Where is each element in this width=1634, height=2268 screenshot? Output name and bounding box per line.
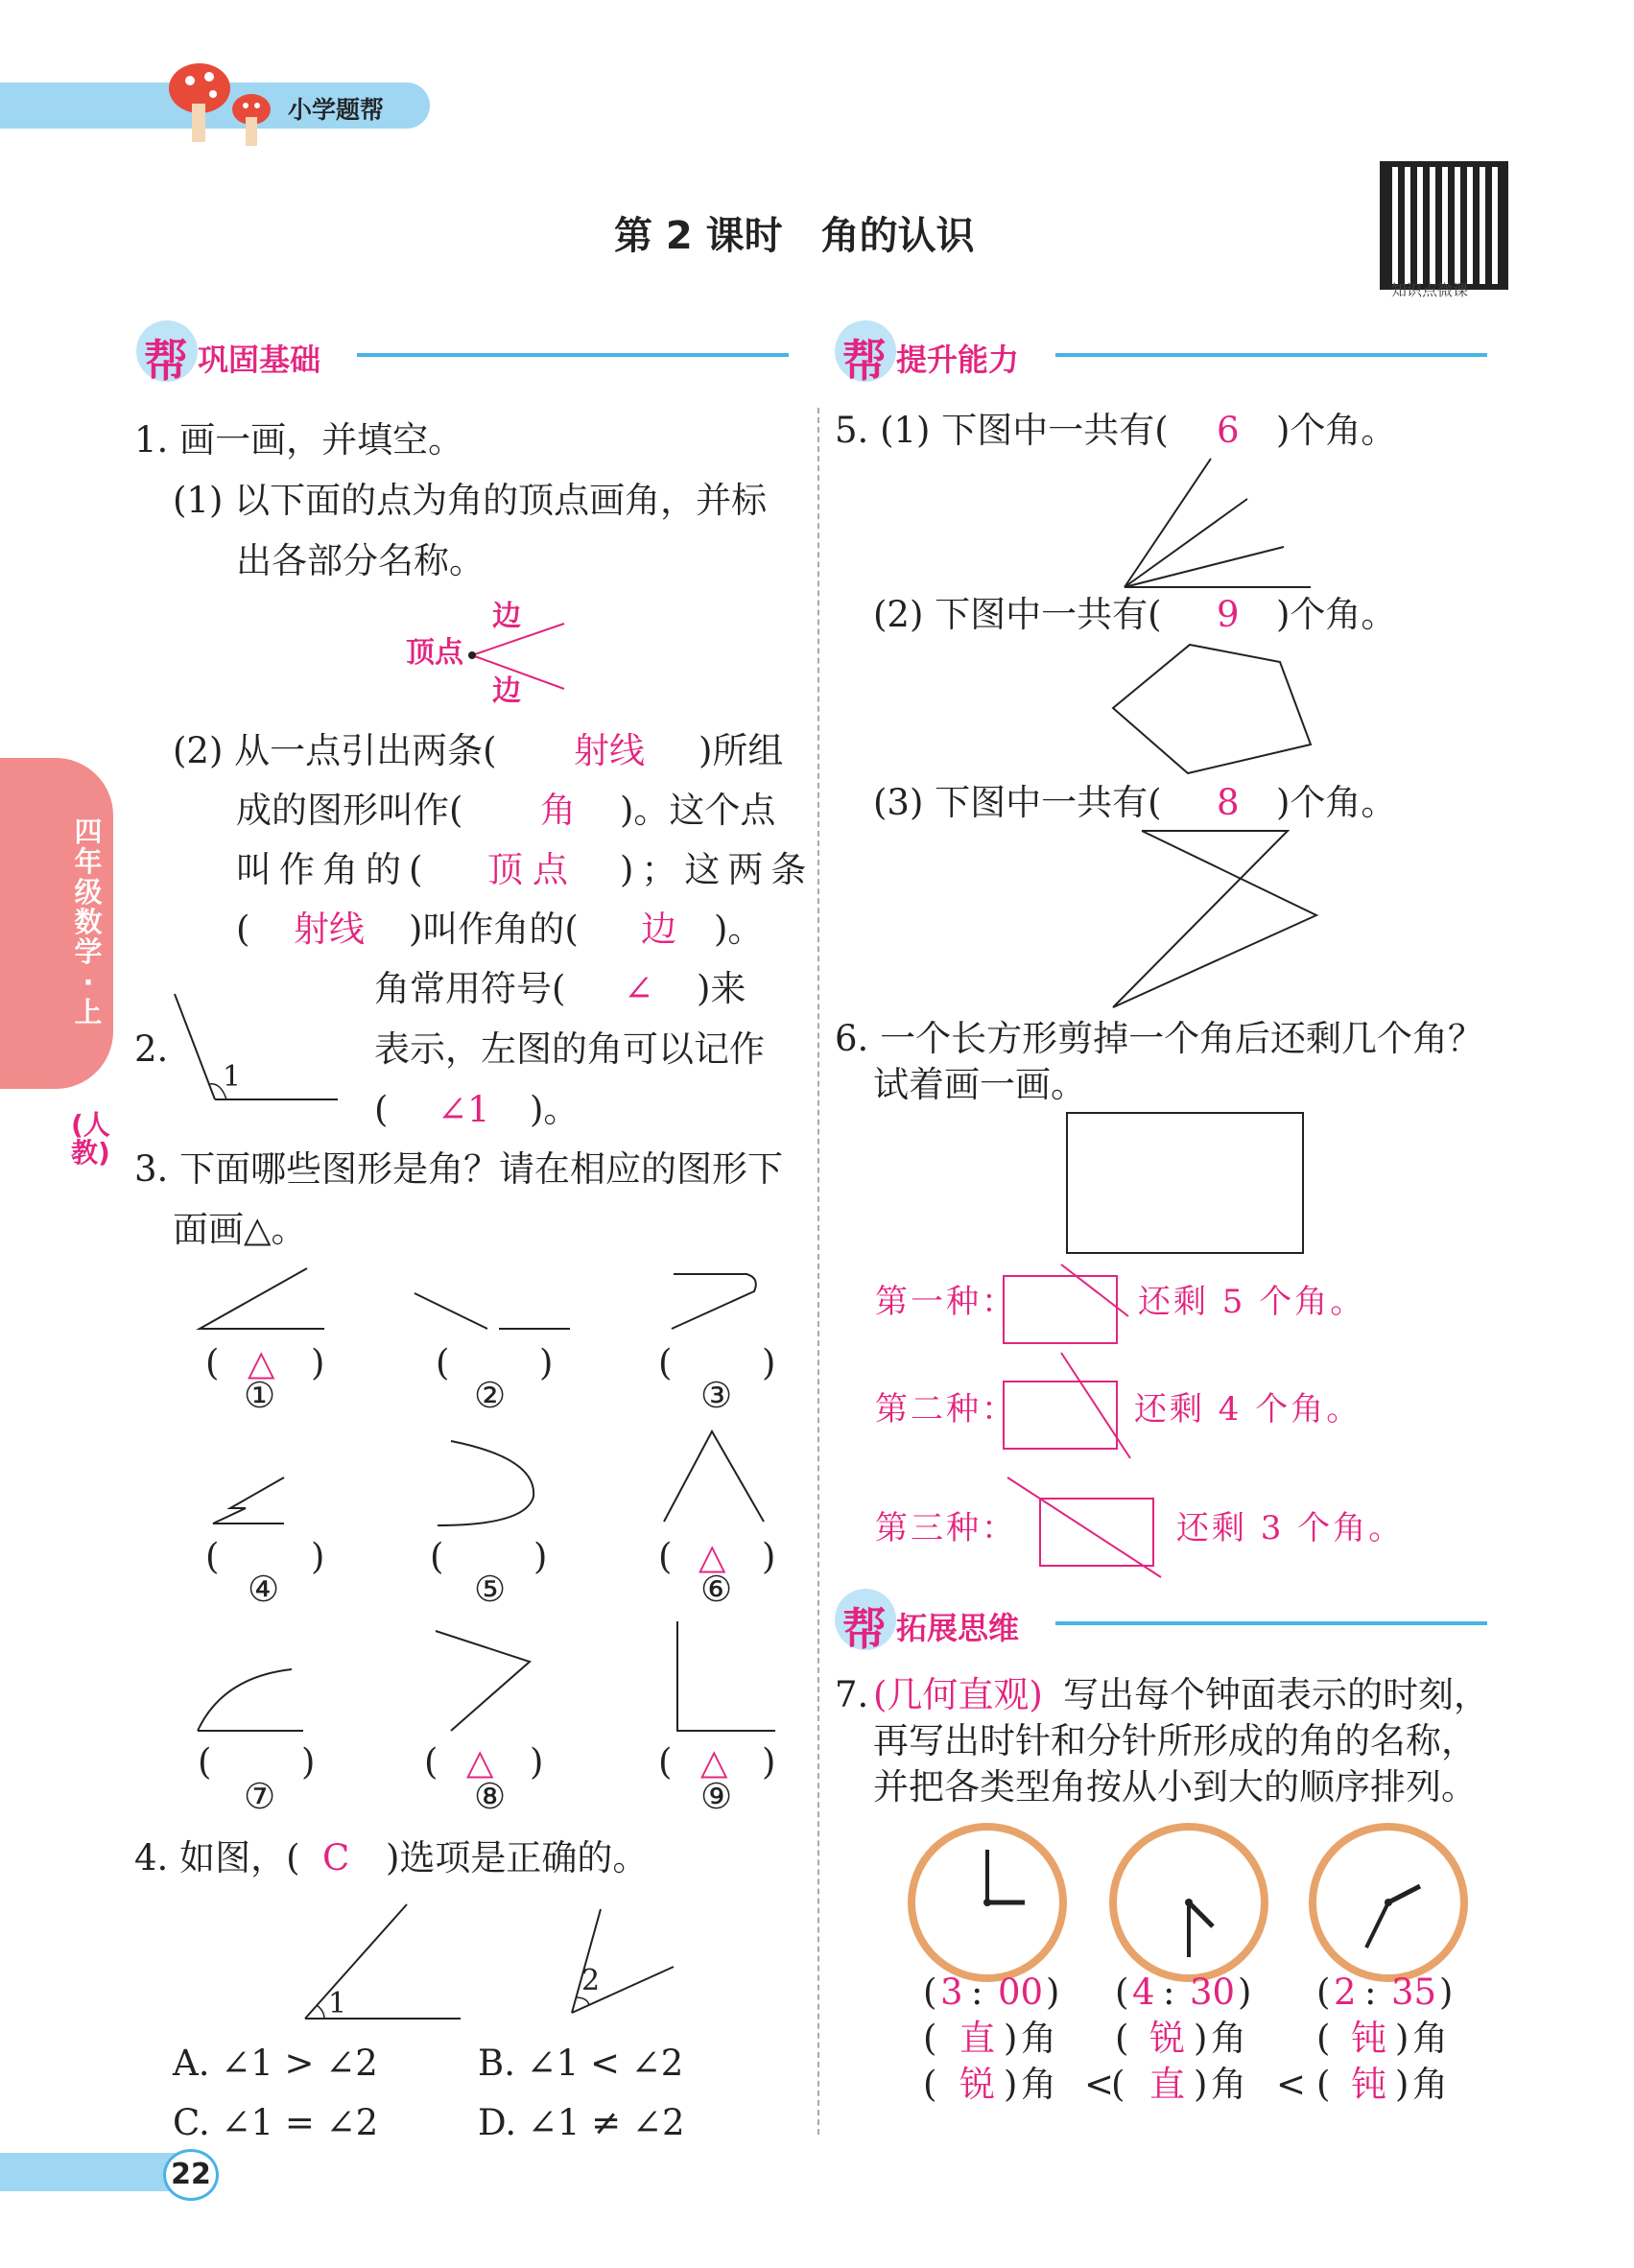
q3-bracket-5: ( — [430, 1536, 444, 1577]
q7-clock3-hour: 2 — [1334, 1972, 1357, 2013]
clock-3-hands — [1366, 1886, 1420, 1948]
page-title: 第 2 课时 角的认识 — [614, 214, 975, 258]
q1-answer-5: 边 — [641, 909, 676, 950]
q7-time1-open: ( — [923, 1972, 937, 2013]
q7-angle1-open: ( — [923, 2018, 937, 2059]
q3-bracket-9: ( — [658, 1741, 673, 1783]
q1-p2-l4a: ( — [236, 909, 250, 950]
q3-bracket-6: ( — [658, 1536, 673, 1577]
q7-order3-open: ( — [1316, 2064, 1331, 2105]
q3-bracket-5r: ) — [533, 1536, 548, 1577]
q3-bracket-8r: ) — [530, 1741, 544, 1783]
q4-option-b: B. ∠1 < ∠2 — [478, 2043, 684, 2084]
q7-order3-word: 角 — [1412, 2064, 1448, 2105]
q3-bracket-9r: ) — [762, 1741, 776, 1783]
q7-order1-close: ) — [1004, 2064, 1018, 2105]
q3-bracket-1: ( — [205, 1342, 220, 1383]
q3-label-7: ⑦ — [244, 1776, 276, 1817]
q7-tag: (几何直观) — [873, 1674, 1043, 1715]
q3-label-3: ③ — [700, 1375, 733, 1416]
q1-answer-1: 射线 — [574, 730, 645, 771]
q5-p1-a: 5. (1) 下图中一共有( — [835, 410, 1169, 451]
q7-time3-close: ) — [1439, 1972, 1454, 2013]
q3-bracket-3: ( — [658, 1342, 673, 1383]
q7-order1-open: ( — [923, 2064, 937, 2105]
page-number: 22 — [163, 2149, 219, 2201]
q3-bracket-6r: ) — [762, 1536, 776, 1577]
q6-line1: 6. 一个长方形剪掉一个角后还剩几个角？ — [835, 1018, 1484, 1059]
q7-clock2-hour: 4 — [1132, 1972, 1155, 2013]
q3-mark-6: △ — [699, 1536, 726, 1577]
q5-p1-b: )个角。 — [1276, 410, 1397, 451]
q2-line1a: 角常用符号( — [374, 968, 566, 1009]
q7-order2-word: 角 — [1211, 2064, 1246, 2105]
q7-angle2-word: 角 — [1211, 2018, 1246, 2059]
q1-answer-3: 顶点 — [487, 849, 578, 890]
q4-answer: C — [322, 1837, 350, 1878]
q7-time1-close: ) — [1046, 1972, 1060, 2013]
q3-mark-1: △ — [248, 1342, 275, 1383]
q3-bracket-1r: ) — [311, 1342, 325, 1383]
section-title: 提升能力 — [896, 342, 1020, 378]
q7-order2-close: ) — [1194, 2064, 1208, 2105]
q1-part1-line2: 出各部分名称。 — [236, 540, 485, 581]
q3-label-4: ④ — [248, 1569, 280, 1610]
q7-clock2-minute: 30 — [1190, 1972, 1236, 2013]
q1-p2-l1a: (2) 从一点引出两条( — [173, 730, 497, 771]
q1-p2-l4b: )叫作角的( — [409, 909, 579, 950]
q7-time2-colon: : — [1163, 1972, 1175, 2013]
q7-lt-2: < — [1276, 2064, 1307, 2105]
q7-order-1: 锐 — [959, 2064, 995, 2105]
q7-clock1-angle: 直 — [959, 2018, 995, 2059]
q3-bracket-4r: ) — [311, 1536, 325, 1577]
section-title: 巩固基础 — [198, 342, 321, 378]
q5-p3-a: (3) 下图中一共有( — [873, 782, 1162, 823]
q4-option-c: C. ∠1 = ∠2 — [173, 2102, 379, 2143]
q7-angle3-open: ( — [1316, 2018, 1331, 2059]
label-edge-bottom: 边 — [492, 674, 521, 708]
q7-order3-close: ) — [1395, 2064, 1409, 2105]
q7-clock2-angle: 锐 — [1149, 2018, 1185, 2059]
q3-label-2: ② — [474, 1375, 507, 1416]
q3-label-1: ① — [244, 1375, 276, 1416]
q7-order1-word: 角 — [1021, 2064, 1056, 2105]
q7-clock1-hour: 3 — [940, 1972, 963, 2013]
q6-way3-label: 第三种： — [875, 1509, 1017, 1547]
q1-answer-4: 射线 — [294, 909, 365, 950]
q1-p2-l1b: )所组 — [699, 730, 784, 771]
q7-clock1-minute: 00 — [998, 1972, 1044, 2013]
q6-way1-result: 还剩 5 个角。 — [1138, 1283, 1366, 1321]
side-tab-text: 四年级数学·上 — [74, 815, 103, 1028]
q7-time1-colon: : — [971, 1972, 983, 2013]
q3-mark-8: △ — [466, 1741, 494, 1783]
q4-label-2: 2 — [581, 1964, 601, 1997]
section-badge-text: 帮 — [842, 335, 887, 387]
q3-line2: 面画△。 — [173, 1209, 307, 1250]
q7-lt-1: < — [1084, 2064, 1115, 2105]
q2-answer-2: ∠1 — [438, 1089, 490, 1130]
q5-answer-1: 6 — [1217, 410, 1240, 451]
q5-p3-b: )个角。 — [1276, 782, 1397, 823]
q2-number: 2. — [134, 1028, 169, 1070]
q7-order-3: 钝 — [1351, 2064, 1386, 2105]
q1-p2-l3a: 叫作角的( — [236, 849, 431, 890]
q1-p2-l3b: )；这两条 — [620, 849, 815, 890]
q7-time3-open: ( — [1316, 1972, 1331, 2013]
clock-1-hands — [987, 1850, 1025, 1902]
q7-angle2-open: ( — [1115, 2018, 1129, 2059]
section-badge-text: 帮 — [842, 1603, 887, 1655]
q3-line1: 3. 下面哪些图形是角？请在相应的图形下 — [134, 1148, 784, 1190]
qr-caption: 知识点微课 — [1391, 281, 1469, 299]
q7-line1: 写出每个钟面表示的时刻， — [1063, 1674, 1489, 1715]
q6-way3-result: 还剩 3 个角。 — [1176, 1509, 1405, 1547]
q7-clock3-minute: 35 — [1391, 1972, 1437, 2013]
q5-answer-2: 9 — [1217, 594, 1240, 635]
q4-stem-b: )选项是正确的。 — [386, 1837, 649, 1878]
q1-p2-l4c: )。 — [714, 909, 764, 950]
q7-order2-open: ( — [1111, 2064, 1125, 2105]
q3-label-9: ⑨ — [700, 1776, 733, 1817]
q7-clock3-angle: 钝 — [1351, 2018, 1386, 2059]
q7-angle1-word: 角 — [1021, 2018, 1056, 2059]
q5-answer-3: 8 — [1217, 782, 1240, 823]
q5-p2-b: )个角。 — [1276, 594, 1397, 635]
q6-way2-result: 还剩 4 个角。 — [1134, 1390, 1362, 1429]
side-tab-edition: (人教) — [71, 1109, 110, 1169]
section-badge-text: 帮 — [144, 335, 188, 387]
q2-answer-1: ∠ — [624, 968, 654, 1009]
q7-angle3-word: 角 — [1412, 2018, 1448, 2059]
q6-way2-label: 第二种： — [875, 1390, 1017, 1429]
q3-bracket-4: ( — [205, 1536, 220, 1577]
q6-way1-label: 第一种： — [875, 1283, 1017, 1321]
q1-part1-line1: (1) 以下面的点为角的顶点画角，并标 — [173, 480, 768, 521]
q3-bracket-2: ( — [436, 1342, 450, 1383]
q3-bracket-3r: ) — [762, 1342, 776, 1383]
q3-label-6: ⑥ — [700, 1569, 733, 1610]
q3-label-5: ⑤ — [474, 1569, 507, 1610]
q4-option-a: A. ∠1 > ∠2 — [173, 2043, 378, 2084]
label-edge-top: 边 — [492, 600, 521, 633]
q3-label-8: ⑧ — [474, 1776, 507, 1817]
q7-time2-open: ( — [1115, 1972, 1129, 2013]
label-vertex: 顶点 — [406, 636, 463, 670]
q7-order-2: 直 — [1149, 2064, 1185, 2105]
q3-bracket-7r: ) — [301, 1741, 316, 1783]
clock-2-hands — [1189, 1902, 1213, 1957]
q3-bracket-8: ( — [424, 1741, 438, 1783]
section-title: 拓展思维 — [896, 1610, 1020, 1646]
q1-p2-l2b: )。这个点 — [620, 790, 776, 831]
q1-p2-l2a: 成的图形叫作( — [236, 790, 463, 831]
q2-line3b: )。 — [530, 1089, 580, 1130]
brand-name: 小学题帮 — [288, 96, 385, 124]
q7-line3: 并把各类型角按从小到大的顺序排列。 — [873, 1766, 1477, 1807]
q7-time2-close: ) — [1238, 1972, 1252, 2013]
q3-mark-9: △ — [700, 1741, 728, 1783]
q4-label-1: 1 — [328, 1987, 347, 2020]
q2-line2: 表示，左图的角可以记作 — [374, 1028, 765, 1070]
q2-angle-label: 1 — [223, 1060, 242, 1094]
q7-time3-colon: : — [1364, 1972, 1377, 2013]
q7-angle3-close: ) — [1395, 2018, 1409, 2059]
q4-stem-a: 4. 如图，( — [134, 1837, 300, 1878]
q7-number: 7. — [835, 1674, 869, 1715]
q3-bracket-7: ( — [198, 1741, 212, 1783]
q2-line3a: ( — [374, 1089, 389, 1130]
q7-line2: 再写出时针和分针所形成的角的名称， — [873, 1720, 1477, 1761]
q7-angle2-close: ) — [1194, 2018, 1208, 2059]
q6-line2: 试着画一画。 — [873, 1064, 1086, 1105]
q1-answer-2: 角 — [540, 790, 576, 831]
q4-option-d: D. ∠1 ≠ ∠2 — [478, 2102, 685, 2143]
q5-p2-a: (2) 下图中一共有( — [873, 594, 1162, 635]
q7-angle1-close: ) — [1004, 2018, 1018, 2059]
q1-stem: 1. 画一画，并填空。 — [134, 419, 464, 461]
q3-bracket-2r: ) — [539, 1342, 554, 1383]
q2-line1b: )来 — [697, 968, 746, 1009]
